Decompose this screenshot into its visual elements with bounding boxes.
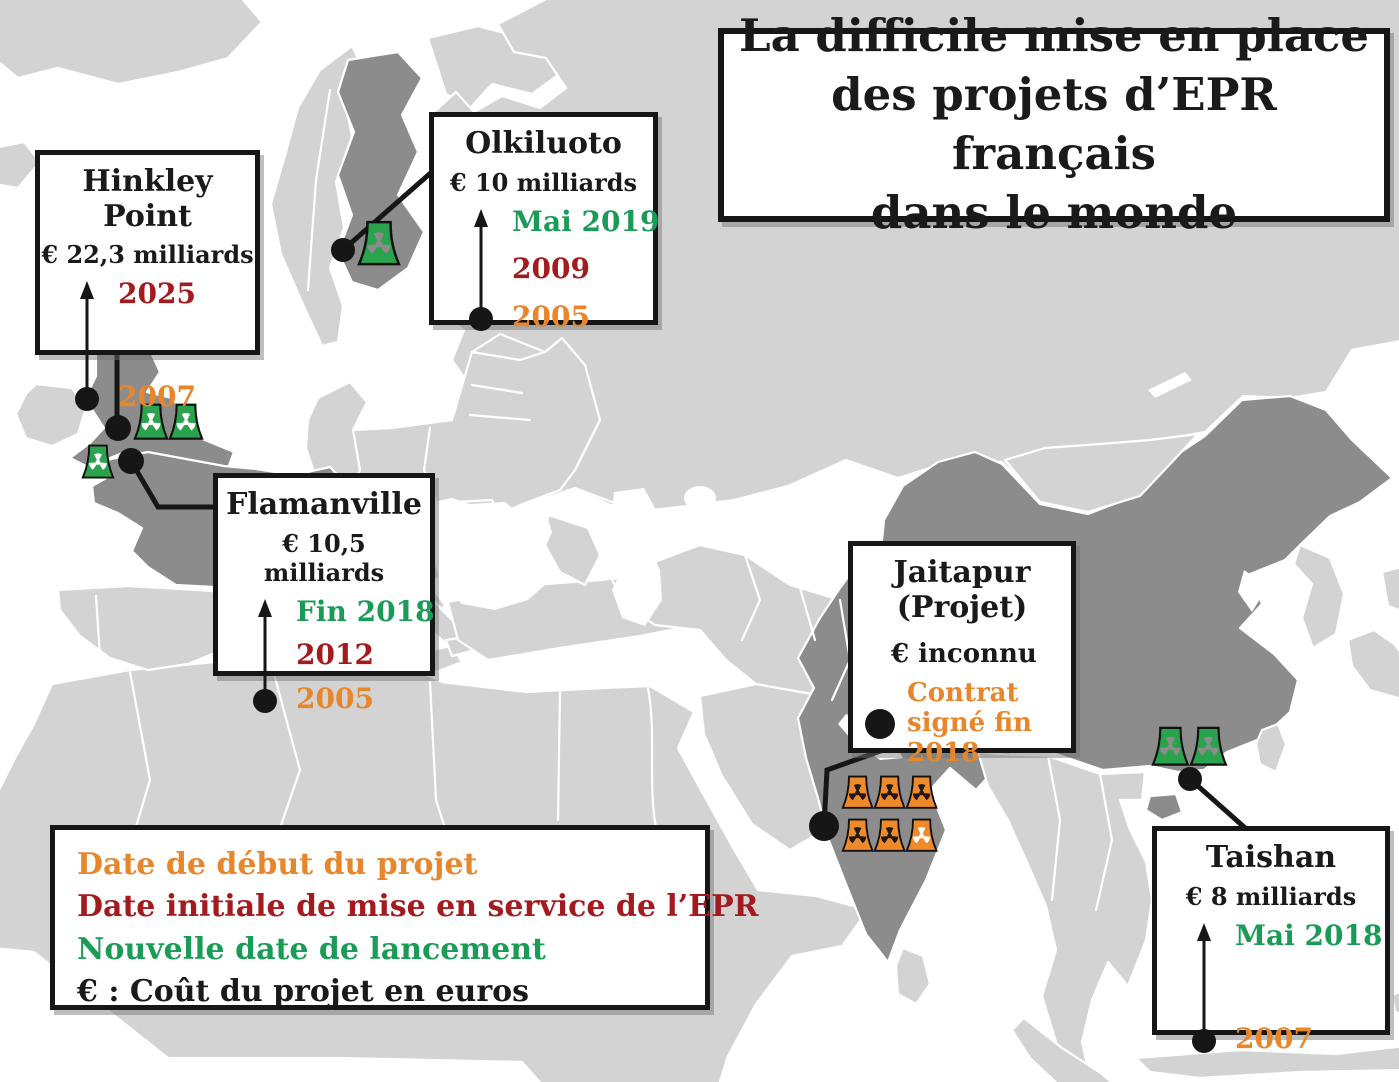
new-launch-date: Mai 2019: [512, 204, 660, 238]
location-dot: [105, 415, 131, 441]
initial-service-date: 2012: [296, 638, 374, 672]
legend-box: [50, 825, 759, 1010]
timeline-arrow-icon: [464, 207, 498, 333]
timeline-arrow-icon: [1187, 921, 1221, 1055]
location-dot: [331, 238, 355, 262]
start-date: 2005: [296, 681, 374, 715]
initial-service-date: 2025: [118, 277, 196, 310]
contract-note: Contrat signé fin 2018: [907, 678, 1032, 768]
legend-start-date: Date de début du projet: [77, 847, 478, 882]
taiwan: [1256, 724, 1286, 772]
aral-sea: [684, 486, 716, 510]
location-dot: [118, 448, 144, 474]
hainan: [1146, 794, 1182, 820]
location-dot: [809, 811, 839, 841]
map-title-line: dans le monde: [870, 185, 1238, 239]
site-cost: € 22,3 milliards: [41, 240, 254, 269]
site-cost: € inconnu: [891, 639, 1037, 669]
sri-lanka: [896, 948, 930, 1004]
caucasus: [545, 515, 600, 585]
site-box-taishan: [1152, 826, 1390, 1055]
site-box-olkiluoto: [429, 112, 660, 333]
new-launch-date: Fin 2018: [296, 594, 435, 628]
site-cost: € 8 milliards: [1185, 881, 1357, 911]
legend-cost: € : Coût du projet en euros: [77, 973, 530, 1009]
start-date: 2007: [1235, 1021, 1313, 1055]
southeast-asia: [978, 752, 1152, 1082]
legend-new-launch-date: Nouvelle date de lancement: [77, 931, 546, 967]
map-title-box: [718, 9, 1390, 239]
caspian-sea: [610, 488, 662, 626]
site-cost: € 10 milliards: [449, 167, 638, 197]
timeline-arrow-icon: [70, 279, 104, 413]
initial-service-date: 2009: [512, 252, 590, 286]
legend-initial-date: Date initiale de mise en service de l’EPR: [77, 889, 759, 925]
site-name: Flamanville: [226, 487, 422, 522]
location-dot: [865, 709, 895, 739]
site-cost: € 10,5 milliards: [263, 528, 385, 587]
map-title-line: La difficile mise en place: [738, 9, 1370, 63]
korea: [1294, 545, 1344, 648]
greenland: [0, 0, 262, 84]
map-title-line: des projets d’EPR français: [831, 68, 1277, 180]
borneo-sliver: [1392, 990, 1399, 1015]
site-name: Olkiluoto: [465, 126, 622, 161]
timeline-arrow-icon: [248, 597, 282, 715]
japan-north: [1382, 566, 1399, 612]
site-subtitle: (Projet): [896, 589, 1028, 625]
site-name: Taishan: [1205, 840, 1337, 875]
start-date: 2007: [118, 380, 196, 414]
site-name: Hinkley Point: [82, 164, 213, 234]
site-box-flamanville: [213, 473, 435, 715]
new-launch-date: Mai 2018: [1235, 918, 1383, 952]
iceland: [0, 142, 40, 188]
site-box-hinkley-point: [35, 150, 260, 414]
location-dot: [1178, 767, 1202, 791]
black-sea: [430, 498, 552, 610]
japan: [1348, 630, 1399, 700]
site-name: Jaitapur: [893, 555, 1031, 590]
start-date: 2005: [512, 299, 590, 333]
site-box-jaitapur: [848, 541, 1076, 768]
